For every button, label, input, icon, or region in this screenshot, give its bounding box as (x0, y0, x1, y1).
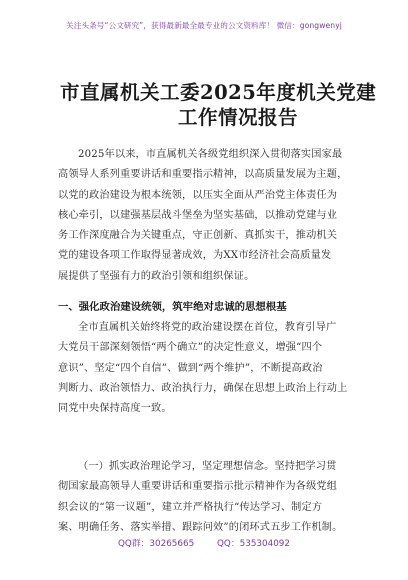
section1-paragraph (58, 318, 376, 419)
paragraph-line: 务工作深度融合为关键重点，守正创新、真抓实干，推动机关 (58, 230, 338, 242)
subsection1-paragraph (58, 457, 376, 538)
title-line-1: 市直属机关工委2025年度机关党建 (60, 81, 377, 104)
paragraph-line: 核心牵引，以建强基层战斗堡垒为坚实基础，以推动党建与业 (58, 209, 338, 221)
paragraph-line: 全市直属机关始终将党的政治建设摆在首位，教育引导广 (78, 322, 337, 333)
footer-qq: QQ：535304092 (216, 539, 291, 549)
title-line-2: 工作情况报告 (178, 106, 299, 129)
document-title (60, 80, 382, 130)
paragraph-line: 意识”、坚定“四个自信”、做到“两个维护”，不断提高政治 (58, 362, 323, 374)
paragraph-line: 2025年以来，市直属机关各级党组织深入贯彻落实国家最 (78, 149, 343, 160)
paragraph-line: 大党员干部深刻领悟“两个确立”的决定性意义，增强“四个 (58, 342, 323, 354)
paragraph-line: 案、明确任务、落实举措、跟踪问效”的闭环式五步工作机制。 (58, 521, 343, 533)
intro-paragraph (58, 145, 376, 287)
paragraph-line: 以党的政治建设为根本统领，以压实全面从严治党主体责任为 (58, 189, 338, 201)
paragraph-line: （一）抓实政治理论学习，坚定理想信念。坚持把学习贯 (78, 461, 337, 472)
paragraph-line: 党的建设各项工作取得显著成效，为XX市经济社会高质量发 (58, 250, 332, 262)
footer-contact (0, 536, 408, 549)
paragraph-line: 高领导人系列重要讲话和重要指示精神，以高质量发展为主题， (58, 169, 348, 181)
paragraph-line: 同党中央保持高度一致。 (58, 403, 172, 415)
paragraph-line: 展提供了坚强有力的政治引领和组织保证。 (58, 270, 255, 282)
header-promo-note: 关注头条号“公文研究”，获得最新最全最专业的公文资料库！ 微信：gongwenyj (66, 21, 342, 30)
paragraph-line: 彻国家最高领导人重要讲话和重要指示批示精神作为各级党组 (58, 481, 338, 493)
paragraph-line: 判断力、政治领悟力、政治执行力，确保在思想上政治上行动上 (58, 382, 348, 394)
paragraph-line: 织会议的“第一议题”，建立并严格执行“传达学习、制定方 (58, 501, 323, 513)
section-heading: 一、强化政治建设统领，筑牢绝对忠诚的思想根基 (58, 301, 287, 313)
footer-qq-group: QQ群：30265665 (117, 539, 195, 549)
